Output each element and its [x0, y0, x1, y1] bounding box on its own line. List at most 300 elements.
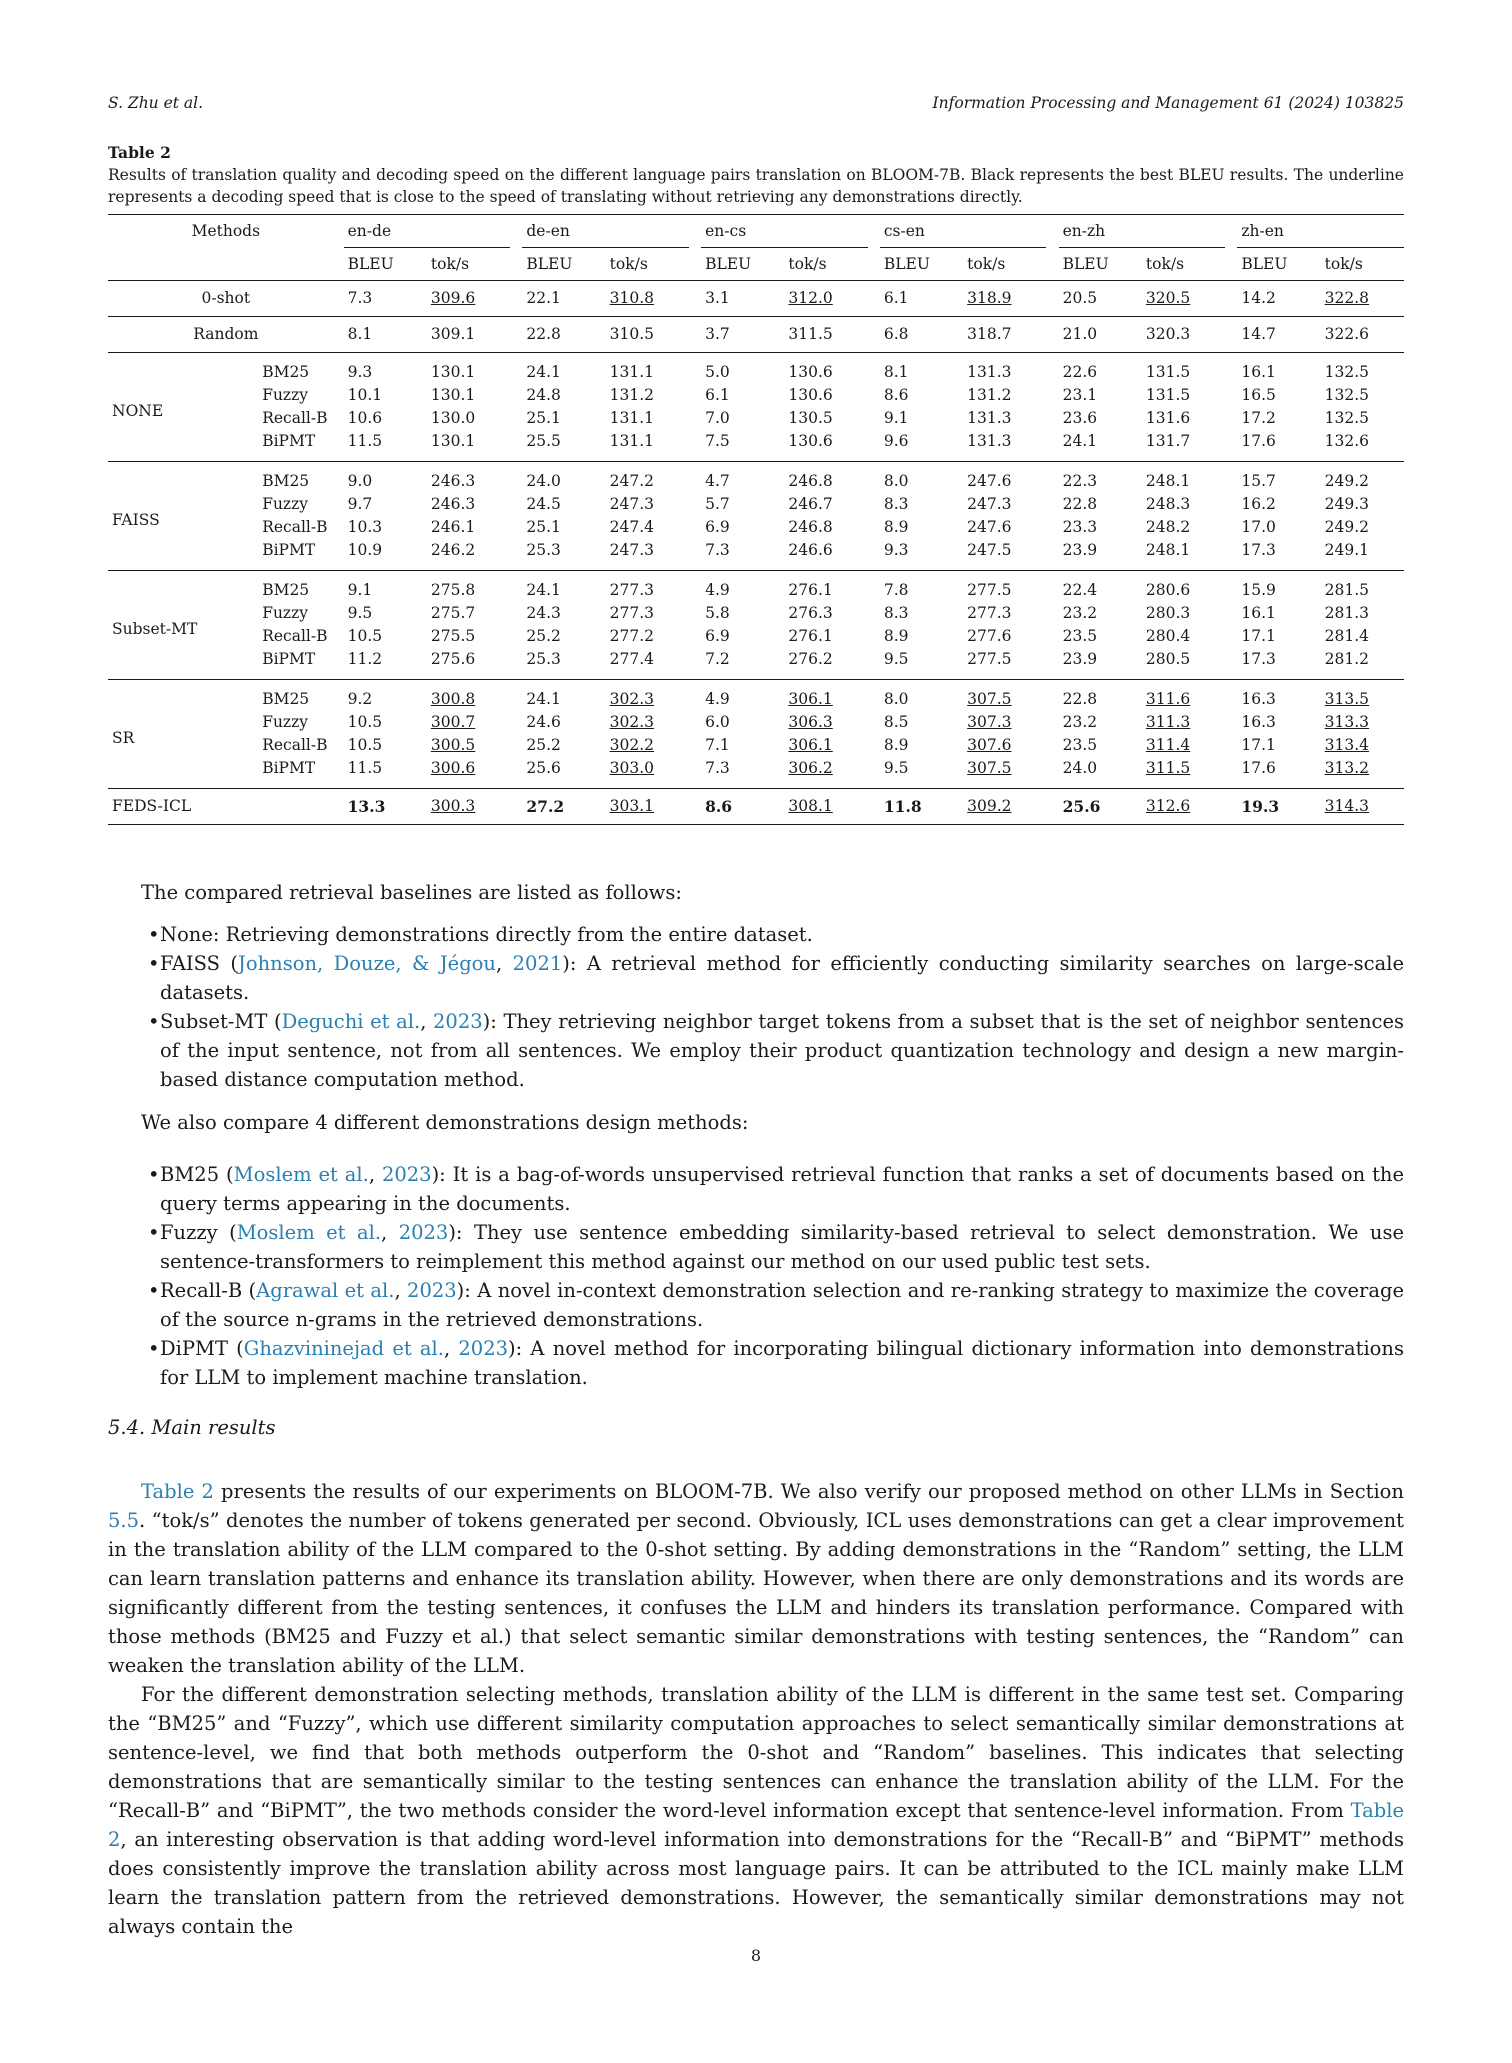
toks-cell: 130.6: [788, 432, 833, 450]
toks-cell: 314.3: [1321, 789, 1404, 825]
bleu-cell: 25.2: [526, 627, 561, 645]
bleu-cell: 8.6: [883, 386, 909, 404]
citation-link[interactable]: 2023: [433, 1010, 483, 1033]
bleu-cell: 7.3: [705, 541, 730, 559]
toks-cell: 306.3: [788, 713, 833, 731]
toks-cell: 246.8: [788, 518, 833, 536]
bleu-cell: 3.7: [701, 317, 784, 353]
toks-cell: 277.3: [967, 604, 1012, 622]
bleu-cell: 6.1: [705, 386, 730, 404]
pair-header: en-de: [344, 215, 511, 248]
results-table: [108, 214, 1404, 825]
toks-cell: 132.5: [1324, 409, 1370, 427]
bleu-cell: 9.7: [347, 495, 373, 513]
toks-cell: 322.6: [1321, 317, 1404, 353]
bleu-cell: 22.1: [526, 289, 561, 307]
bleu-cell: 17.0: [1241, 518, 1276, 536]
bleu-header: BLEU: [1237, 248, 1320, 281]
bleu-header: BLEU: [344, 248, 427, 281]
list-item: • Fuzzy (Moslem et al., 2023): They use sentence embedding similarity-based retrieval to select demonstration. We use sentence-transformers to reimplement this method against our method on our used public test sets.: [108, 1218, 1404, 1276]
bleu-cell: 23.1: [1062, 386, 1098, 404]
bleu-cell: 16.2: [1241, 495, 1276, 513]
citation-link[interactable]: 2023: [381, 1163, 432, 1186]
bleu-cell: 6.1: [883, 289, 909, 307]
bleu-cell: 22.3: [1059, 462, 1142, 494]
toks-cell: 246.8: [784, 462, 867, 494]
bleu-cell: 8.3: [883, 604, 909, 622]
toks-cell: 132.6: [1324, 432, 1370, 450]
pair-header: de-en: [522, 215, 689, 248]
bleu-cell: 16.3: [1237, 680, 1320, 712]
citation-link[interactable]: 2023: [458, 1337, 509, 1360]
bleu-cell: 11.5: [347, 432, 383, 450]
bleu-cell: 7.2: [705, 650, 730, 668]
toks-cell: 306.1: [788, 736, 833, 754]
toks-cell: 131.1: [609, 432, 655, 450]
group-label: NONE: [108, 353, 250, 462]
bleu-cell: 17.6: [1241, 759, 1276, 777]
random-row: [108, 317, 1404, 353]
toks-cell: 131.1: [609, 409, 655, 427]
pair-header: en-cs: [701, 215, 868, 248]
bleu-cell: 8.6: [701, 789, 784, 825]
toks-cell: 306.2: [788, 759, 833, 777]
toks-header: tok/s: [784, 248, 867, 281]
bleu-cell: 23.9: [1062, 541, 1098, 559]
bleu-header: BLEU: [1059, 248, 1142, 281]
bleu-cell: 25.1: [526, 518, 561, 536]
method-label: BiPMT: [262, 759, 316, 777]
bleu-cell: 25.6: [1059, 789, 1142, 825]
toks-cell: 277.5: [963, 571, 1046, 603]
bullet-icon: •: [148, 1221, 160, 1244]
toks-cell: 246.2: [430, 541, 476, 559]
toks-cell: 130.6: [784, 353, 867, 385]
bleu-cell: 11.5: [347, 759, 383, 777]
bleu-cell: 14.2: [1241, 289, 1276, 307]
toks-cell: 281.4: [1324, 627, 1370, 645]
bleu-cell: 17.2: [1241, 409, 1276, 427]
table-caption: Results of translation quality and decoding speed on the different language pairs translation on BLOOM-7B. Black represents the best BLEU results. The underline represents a decoding speed that is close to the speed of translating without retrieving any demonstrations directly.: [108, 166, 1404, 206]
bleu-cell: 10.5: [347, 736, 383, 754]
bleu-cell: 15.7: [1237, 462, 1320, 494]
method-label: BM25: [250, 462, 343, 494]
bleu-cell: 25.6: [526, 759, 561, 777]
bleu-header: BLEU: [880, 248, 963, 281]
toks-header: tok/s: [427, 248, 510, 281]
toks-cell: 311.4: [1145, 736, 1191, 754]
bleu-cell: 24.0: [1062, 759, 1098, 777]
toks-cell: 247.5: [967, 541, 1012, 559]
toks-cell: 313.5: [1321, 680, 1404, 712]
toks-cell: 248.2: [1145, 518, 1191, 536]
toks-cell: 280.6: [1142, 571, 1225, 603]
toks-cell: 275.6: [430, 650, 476, 668]
toks-cell: 309.1: [427, 317, 510, 353]
table-row: [108, 493, 1404, 516]
toks-cell: 322.8: [1324, 289, 1370, 307]
toks-cell: 276.1: [788, 627, 833, 645]
bleu-cell: 7.5: [705, 432, 730, 450]
bleu-cell: 23.5: [1062, 736, 1098, 754]
bleu-cell: 7.0: [705, 409, 730, 427]
toks-cell: 277.4: [609, 650, 655, 668]
bleu-cell: 5.0: [701, 353, 784, 385]
toks-cell: 300.7: [430, 713, 476, 731]
toks-cell: 302.3: [606, 680, 689, 712]
row-label: Random: [108, 317, 344, 353]
toks-cell: 247.3: [967, 495, 1012, 513]
method-label: Recall-B: [262, 409, 328, 427]
table-header-row-pairs: [108, 215, 1404, 248]
bleu-cell: 17.3: [1241, 541, 1276, 559]
toks-cell: 280.5: [1145, 650, 1191, 668]
bleu-cell: 24.3: [526, 604, 561, 622]
table-row: [108, 757, 1404, 789]
list-item: • Recall-B (Agrawal et al., 2023): A novel in-context demonstration selection and re-ranking strategy to maximize the coverage of the source n-grams in the retrieved demonstrations.: [108, 1276, 1404, 1334]
bleu-cell: 9.5: [883, 759, 909, 777]
list-item: • FAISS (Johnson, Douze, & Jégou, 2021): A retrieval method for efficiently conducting similarity searches on large-scale datasets.: [108, 949, 1404, 1007]
bleu-cell: 5.8: [705, 604, 730, 622]
toks-cell: 131.1: [606, 353, 689, 385]
bleu-cell: 22.6: [1059, 353, 1142, 385]
bleu-cell: 9.1: [344, 571, 427, 603]
table-ref-link[interactable]: Table 2: [141, 1480, 214, 1503]
toks-cell: 131.5: [1142, 353, 1225, 385]
toks-cell: 300.8: [427, 680, 510, 712]
citation-link[interactable]: Moslem et al.: [233, 1163, 369, 1186]
table-row: [108, 539, 1404, 571]
citation-link[interactable]: Ghazvininejad et al.: [243, 1337, 444, 1360]
toks-cell: 313.2: [1324, 759, 1370, 777]
method-label: Recall-B: [262, 518, 328, 536]
toks-cell: 246.7: [788, 495, 833, 513]
toks-cell: 311.6: [1142, 680, 1225, 712]
bleu-cell: 6.8: [880, 317, 963, 353]
table-row: [108, 711, 1404, 734]
toks-cell: 248.1: [1145, 541, 1191, 559]
table-caption-block: [108, 142, 1404, 208]
toks-cell: 246.3: [430, 495, 476, 513]
toks-cell: 246.3: [427, 462, 510, 494]
method-label: Fuzzy: [262, 495, 309, 513]
bleu-cell: 9.0: [344, 462, 427, 494]
toks-cell: 248.1: [1142, 462, 1225, 494]
bleu-cell: 23.6: [1062, 409, 1098, 427]
bleu-cell: 25.3: [526, 541, 561, 559]
bullet-icon: •: [148, 952, 160, 975]
bleu-cell: 8.3: [883, 495, 909, 513]
table-label: Table 2: [108, 143, 171, 162]
toks-cell: 308.1: [784, 789, 867, 825]
toks-cell: 249.2: [1324, 518, 1370, 536]
bleu-cell: 4.9: [701, 571, 784, 603]
toks-cell: 280.3: [1145, 604, 1191, 622]
toks-cell: 131.5: [1145, 386, 1191, 404]
toks-cell: 312.6: [1142, 789, 1225, 825]
bleu-cell: 8.9: [883, 627, 909, 645]
toks-cell: 276.2: [788, 650, 833, 668]
toks-cell: 311.5: [784, 317, 867, 353]
citation-link[interactable]: Johnson, Douze, & Jégou: [238, 952, 496, 975]
list-item: • None: Retrieving demonstrations directly from the entire dataset.: [108, 920, 1404, 949]
bleu-header: BLEU: [522, 248, 605, 281]
toks-cell: 307.3: [967, 713, 1012, 731]
pair-header: en-zh: [1059, 215, 1226, 248]
toks-cell: 306.1: [784, 680, 867, 712]
bleu-cell: 24.1: [522, 680, 605, 712]
toks-cell: 313.4: [1324, 736, 1370, 754]
toks-cell: 132.5: [1324, 386, 1370, 404]
method-label: BiPMT: [262, 650, 316, 668]
method-label: BiPMT: [262, 541, 316, 559]
bleu-cell: 27.2: [522, 789, 605, 825]
bleu-cell: 5.7: [705, 495, 730, 513]
toks-cell: 318.9: [967, 289, 1012, 307]
method-label: Fuzzy: [262, 386, 309, 404]
bleu-cell: 25.2: [526, 736, 561, 754]
table-header-row-metrics: [108, 248, 1404, 281]
toks-cell: 320.5: [1145, 289, 1191, 307]
bullet-icon: •: [148, 923, 160, 946]
table-row: [108, 734, 1404, 757]
citation-link[interactable]: Deguchi et al.: [281, 1010, 421, 1033]
toks-cell: 281.5: [1321, 571, 1404, 603]
bleu-cell: 19.3: [1237, 789, 1320, 825]
toks-cell: 130.5: [788, 409, 833, 427]
method-label: Recall-B: [262, 627, 328, 645]
bleu-cell: 22.8: [1062, 495, 1098, 513]
toks-cell: 277.5: [967, 650, 1012, 668]
section-heading: 5.4. Main results: [108, 1416, 276, 1439]
toks-cell: 275.5: [430, 627, 476, 645]
baselines-list: [108, 920, 1404, 1094]
bleu-cell: 25.1: [526, 409, 561, 427]
bleu-cell: 8.9: [883, 518, 909, 536]
designs-intro: We also compare 4 different demonstrations design methods:: [141, 1111, 749, 1134]
toks-header: tok/s: [606, 248, 689, 281]
toks-cell: 310.8: [609, 289, 655, 307]
toks-cell: 303.1: [606, 789, 689, 825]
bleu-cell: 7.1: [705, 736, 730, 754]
table-row: [108, 384, 1404, 407]
bleu-cell: 24.1: [522, 353, 605, 385]
toks-header: tok/s: [1321, 248, 1404, 281]
bleu-cell: 9.2: [344, 680, 427, 712]
toks-cell: 132.5: [1321, 353, 1404, 385]
bleu-cell: 8.9: [883, 736, 909, 754]
table-row: [108, 648, 1404, 680]
bleu-cell: 4.7: [701, 462, 784, 494]
bleu-cell: 9.3: [344, 353, 427, 385]
group-label: SR: [108, 680, 250, 789]
bleu-cell: 7.3: [347, 289, 373, 307]
running-header-journal: Information Processing and Management 61 (2024) 103825: [932, 94, 1404, 112]
table-row: [108, 680, 1404, 712]
bleu-cell: 15.9: [1237, 571, 1320, 603]
toks-cell: 313.3: [1324, 713, 1370, 731]
toks-header: tok/s: [1142, 248, 1225, 281]
bleu-cell: 24.6: [526, 713, 561, 731]
bleu-cell: 10.9: [347, 541, 383, 559]
toks-cell: 247.6: [963, 462, 1046, 494]
method-label: BM25: [250, 571, 343, 603]
toks-cell: 312.0: [788, 289, 833, 307]
toks-cell: 302.3: [609, 713, 655, 731]
toks-cell: 307.5: [963, 680, 1046, 712]
bleu-cell: 9.6: [883, 432, 909, 450]
bleu-cell: 22.8: [522, 317, 605, 353]
bleu-cell: 16.3: [1241, 713, 1276, 731]
table-row: [108, 516, 1404, 539]
baselines-block: [108, 878, 1404, 1392]
bleu-cell: 21.0: [1059, 317, 1142, 353]
feds-row: [108, 789, 1404, 825]
method-label: Fuzzy: [262, 713, 309, 731]
bleu-cell: 8.0: [880, 462, 963, 494]
toks-cell: 281.3: [1324, 604, 1370, 622]
bleu-cell: 10.6: [347, 409, 383, 427]
bleu-cell: 8.5: [883, 713, 909, 731]
bleu-cell: 17.1: [1241, 736, 1276, 754]
results-paragraph-1: Table 2 presents the results of our experiments on BLOOM-7B. We also verify our proposed method on other LLMs in Section 5.5. “tok/s” denotes the number of tokens generated per second. Obviously, ICL uses demonstrations can get a clear improvement in the translation ability of the LLM compared to the 0-shot setting. By adding demonstrations in the “Random” setting, the LLM can learn translation patterns and enhance its translation ability. However, when there are only demonstrations and its words are significantly different from the testing sentences, it confuses the LLM and hinders its translation performance. Compared with those methods (BM25 and Fuzzy et al.) that select semantic similar demonstrations with testing sentences, the “Random” can weaken the translation ability of the LLM.: [108, 1480, 1404, 1677]
bleu-cell: 17.1: [1241, 627, 1276, 645]
group-label: Subset-MT: [108, 571, 250, 680]
table-ref-link[interactable]: Table 2: [108, 1799, 1404, 1851]
bleu-cell: 11.2: [347, 650, 383, 668]
bleu-cell: 8.1: [344, 317, 427, 353]
bleu-cell: 23.2: [1062, 713, 1098, 731]
bleu-cell: 11.8: [880, 789, 963, 825]
toks-cell: 277.6: [967, 627, 1012, 645]
row-label: 0-shot: [201, 289, 251, 307]
running-header-authors: S. Zhu et al.: [108, 94, 204, 112]
bleu-header: BLEU: [701, 248, 784, 281]
toks-cell: 307.6: [967, 736, 1012, 754]
results-text: [108, 1477, 1404, 1941]
toks-cell: 130.1: [430, 386, 476, 404]
toks-cell: 303.0: [609, 759, 655, 777]
methods-header: Methods: [108, 215, 344, 248]
toks-cell: 131.7: [1145, 432, 1191, 450]
zeroshot-row: [108, 281, 1404, 317]
table-row: [108, 353, 1404, 385]
bleu-cell: 10.5: [347, 627, 383, 645]
toks-cell: 310.5: [606, 317, 689, 353]
bleu-cell: 23.2: [1062, 604, 1098, 622]
toks-cell: 277.2: [609, 627, 655, 645]
toks-cell: 249.1: [1324, 541, 1370, 559]
toks-cell: 131.3: [967, 409, 1012, 427]
toks-cell: 247.3: [609, 541, 655, 559]
toks-cell: 248.3: [1145, 495, 1191, 513]
toks-cell: 247.4: [609, 518, 655, 536]
citation-link[interactable]: 2021: [512, 952, 563, 975]
bleu-cell: 9.5: [883, 650, 909, 668]
bleu-cell: 23.3: [1062, 518, 1098, 536]
table-row: [108, 625, 1404, 648]
list-item: • BM25 (Moslem et al., 2023): It is a bag-of-words unsupervised retrieval function that ranks a set of documents based on the query terms appearing in the documents.: [108, 1160, 1404, 1218]
results-table-body: [108, 281, 1404, 825]
toks-cell: 281.2: [1324, 650, 1370, 668]
table-row: [108, 407, 1404, 430]
table-row: [108, 571, 1404, 603]
toks-cell: 280.4: [1145, 627, 1191, 645]
row-label: FEDS-ICL: [108, 789, 344, 825]
toks-cell: 318.7: [963, 317, 1046, 353]
bleu-cell: 23.9: [1062, 650, 1098, 668]
bleu-cell: 9.5: [347, 604, 373, 622]
method-label: BM25: [250, 353, 343, 385]
bleu-cell: 10.5: [347, 713, 383, 731]
bleu-cell: 22.4: [1059, 571, 1142, 603]
table-row: [108, 430, 1404, 462]
toks-cell: 276.1: [784, 571, 867, 603]
citation-link[interactable]: 2023: [407, 1279, 457, 1302]
pair-header: cs-en: [880, 215, 1047, 248]
method-label: BiPMT: [262, 432, 316, 450]
bleu-cell: 16.1: [1237, 353, 1320, 385]
bleu-cell: 7.3: [705, 759, 730, 777]
toks-cell: 246.1: [430, 518, 476, 536]
toks-cell: 302.2: [609, 736, 655, 754]
section-ref-link[interactable]: 5.5: [108, 1509, 140, 1532]
toks-cell: 130.6: [788, 386, 833, 404]
bleu-cell: 20.5: [1062, 289, 1098, 307]
toks-cell: 277.3: [606, 571, 689, 603]
toks-cell: 320.3: [1142, 317, 1225, 353]
toks-cell: 276.3: [788, 604, 833, 622]
citation-link[interactable]: 2023: [398, 1221, 449, 1244]
pair-header: zh-en: [1237, 215, 1404, 248]
bleu-cell: 13.3: [344, 789, 427, 825]
toks-cell: 309.2: [963, 789, 1046, 825]
toks-cell: 300.5: [430, 736, 476, 754]
bleu-cell: 6.0: [705, 713, 730, 731]
bleu-cell: 25.5: [526, 432, 561, 450]
toks-cell: 131.2: [609, 386, 655, 404]
group-label: FAISS: [108, 462, 250, 571]
toks-cell: 307.5: [967, 759, 1012, 777]
bleu-cell: 6.9: [705, 627, 730, 645]
bleu-cell: 24.5: [526, 495, 561, 513]
bullet-icon: •: [148, 1279, 160, 1302]
bleu-cell: 24.0: [522, 462, 605, 494]
citation-link[interactable]: Moslem et al.: [236, 1221, 382, 1244]
bleu-cell: 23.5: [1062, 627, 1098, 645]
bleu-cell: 10.3: [347, 518, 383, 536]
toks-cell: 247.3: [609, 495, 655, 513]
list-item: • Subset-MT (Deguchi et al., 2023): They retrieving neighbor target tokens from a subset that is the set of neighbor sentences of the input sentence, not from all sentences. We employ their product quantization technology and design a new margin-based distance computation method.: [108, 1007, 1404, 1094]
bleu-cell: 4.9: [701, 680, 784, 712]
bleu-cell: 9.3: [883, 541, 909, 559]
toks-cell: 130.0: [430, 409, 476, 427]
bleu-cell: 6.9: [705, 518, 730, 536]
bleu-cell: 24.8: [526, 386, 561, 404]
toks-cell: 249.3: [1324, 495, 1370, 513]
toks-header: tok/s: [963, 248, 1046, 281]
designs-list: [108, 1160, 1404, 1392]
table-row: [108, 602, 1404, 625]
bleu-cell: 3.1: [705, 289, 730, 307]
citation-link[interactable]: Agrawal et al.: [256, 1279, 395, 1302]
results-paragraph-2: For the different demonstration selecting methods, translation ability of the LLM is different in the same test set. Comparing the “BM25” and “Fuzzy”, which use different similarity computation approaches to select semantically similar demonstrations at sentence-level, we find that both methods outperform the 0-shot and “Random” baselines. This indicates that selecting demonstrations that are semantically similar to the testing sentences can enhance the translation ability of the LLM. For the “Recall-B” and “BiPMT”, the two methods consider the word-level information except that sentence-level information. From Table 2, an interesting observation is that adding word-level information into demonstrations for the “Recall-B” and “BiPMT” methods does consistently improve the translation ability across most language pairs. It can be attributed to the ICL mainly make LLM learn the translation pattern from the retrieved demonstrations. However, the semantically similar demonstrations may not always contain the: [108, 1683, 1404, 1938]
page-number: 8: [750, 1946, 762, 1965]
bleu-cell: 8.0: [880, 680, 963, 712]
table-row: [108, 462, 1404, 494]
toks-cell: 277.3: [609, 604, 655, 622]
toks-cell: 309.6: [430, 289, 476, 307]
